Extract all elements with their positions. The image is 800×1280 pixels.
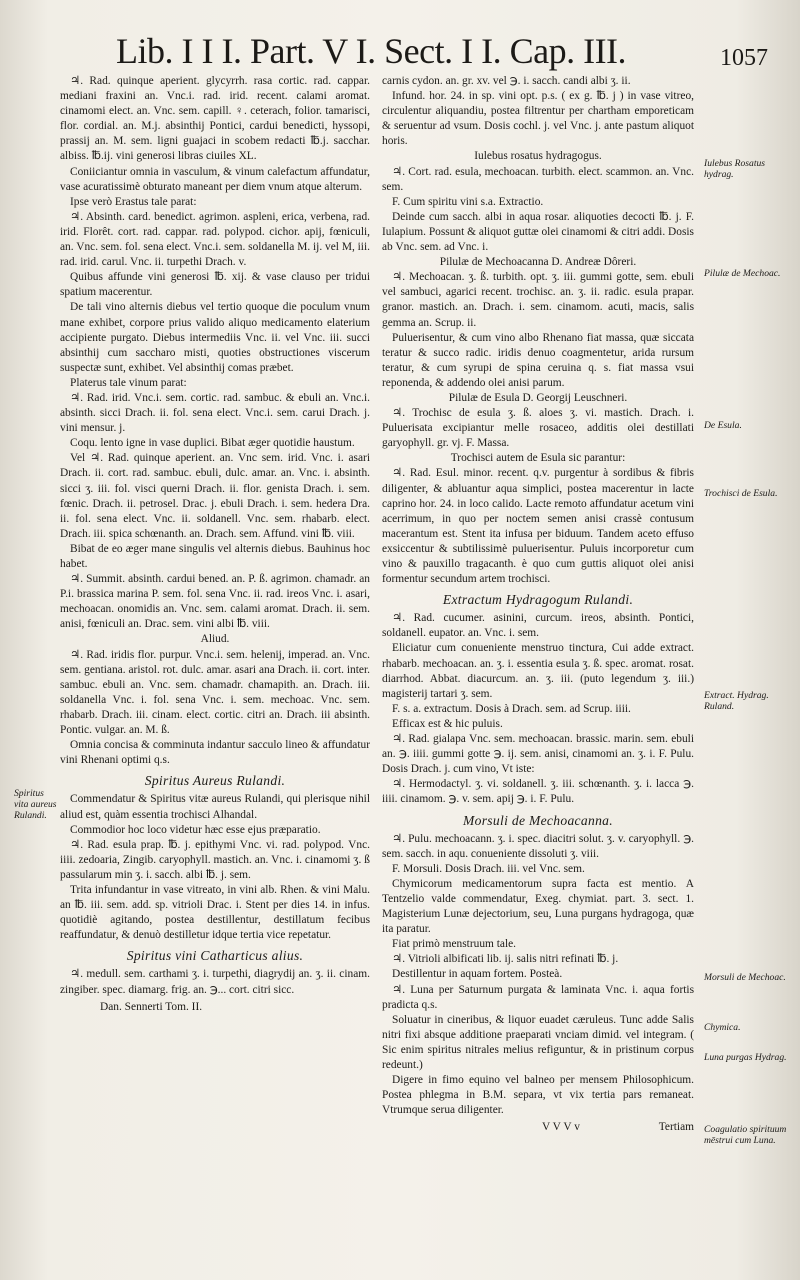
section-label: Pilulæ de Mechoacanna D. Andreæ Dôreri. xyxy=(439,256,637,269)
section-heading: Extractum Hydragogum Rulandi. xyxy=(442,592,634,608)
margin-note-pilulae: Pilulæ de Mechoac. xyxy=(704,268,781,279)
paragraph: Vel ♃. Rad. quinque aperient. an. Vnc sem. irid. Vnc. i. asari Drach. ii. cort. rad. sambuc. ebuli, dulc. amar. an. Vnc. i. absinth. sicci ʒ. iii. fol. visci querni Drach. ii. flor. genista Drach. i. sem. fœnic. Drach. ii. petrosel. Drac. j. ebuli Drach. i. sem. hedera Dra. ii. fol. sena elect. Vnc. ii. soldanell. Vnc. sem. rhabarb. elect. Drach. iii. spica schœnanth. an. Drach. sem. Affund. vini ℔. viii. xyxy=(60,452,370,540)
section-label: Pilulæ de Esula D. Georgij Leuschneri. xyxy=(448,391,628,404)
paragraph: Infund. hor. 24. in sp. vini opt. p.s. ( ex g. ℔. j ) in vase vitreo, circulentur aliquandiu, postea filtrentur per chartham emporeticam & seruentur ad vsum. Dosis cochl. j. vel Vnc. j. ante pastum aliquot horis. xyxy=(382,90,694,148)
paragraph: ♃. Mechoacan. ʒ. ß. turbith. opt. ʒ. iii. gummi gotte, sem. ebuli vel sambuci, agarici recent. trochisc. an. ʒ. ii. radic. esula prapar. granor. mastich. an. Drach. i. sem. cinamom. acuti, macis, salis gemma an. Scrup. ii. xyxy=(382,271,694,329)
paragraph: Ipse verò Erastus tale parat: xyxy=(70,195,197,208)
paragraph: Commodior hoc loco videtur hæc esse ejus præparatio. xyxy=(70,823,321,836)
section-label: Aliud. xyxy=(200,633,230,646)
paragraph: Efficax est & hic puluis. xyxy=(392,717,503,730)
paragraph: F. Morsuli. Dosis Drach. iii. vel Vnc. sem. xyxy=(392,862,585,875)
section-heading: Spiritus Aureus Rulandi. xyxy=(144,773,286,789)
paragraph: ♃. Rad. cucumer. asinini, curcum. ireos, absinth. Pontici, soldanell. eupator. an. Vnc. i. sem. xyxy=(382,612,694,640)
section-label: Iulebus rosatus hydragogus. xyxy=(474,150,602,163)
paragraph: ♃. Rad. gialapa Vnc. sem. mechoacan. brassic. marin. sem. ebuli an. ℈. iiii. gummi gotte ℈. ij. sem. anisi, cinamomi an. ʒ. i. F. Pulu. Dosis Drach. j. cum vino, Vt iste: xyxy=(382,733,694,776)
paragraph: Chymicorum medicamentorum supra facta est mentio. A Tentzelio valde commendatur, Exeg. chymiat. part. 3. sect. 1. Magisterium Lunæ dejectorium, seu, Luna purgans hydragoga, quæ ita paratur. xyxy=(382,877,694,936)
signature-mark: V V V v xyxy=(542,1121,580,1134)
paragraph: F. Cum spiritu vini s.a. Extractio. xyxy=(392,195,544,208)
paragraph: ♃. Rad. esula prap. ℔. j. epithymi Vnc. vi. rad. polypod. Vnc. iiii. zedoaria, Zingib. caryophyll. mastich. an. Vnc. i. cinamomi ʒ. ß passularum min ʒ. i. sacch. albi ℔. j. sem. xyxy=(60,838,370,881)
paragraph: ♃. Trochisc de esula ʒ. ß. aloes ʒ. vi. mastich. Drach. i. Puluerisata excipiantur melle rosaceo, additis olei destillati garyophyll. gr. vj. F. Massa. xyxy=(382,407,694,450)
paragraph: ♃. Rad. quinque aperient. glycyrrh. rasa cortic. rad. cappar. mediani fraxini an. Vnc.i. rad. irid. recent. calami aromat. cinamomi elect. an. Vnc. sem. capill. ♀. ceterach, folior. tamarisci, flor. cordial. an. M.j. absinthij Pontici, cardui benedicti, hyssopi, prassij an. M. sem. ligni guajaci in scobem redacti ℔.j. sacchar. albiss. ℔.ij. vini generosi libras ciuiles XL. xyxy=(60,75,370,163)
paragraph: ♃. Vitrioli albificati lib. ij. salis nitri refinati ℔. j. xyxy=(392,953,619,966)
paragraph: Platerus tale vinum parat: xyxy=(70,376,187,389)
paragraph: ♃. Rad. Esul. minor. recent. q.v. purgentur à sordibus & fibris diligenter, & abluantur aqua simplici, postea macerentur in lacte caprino hor. 24. in loco calido. Lacte remoto affundatur acetum vini acerrimum, in quo per noctem semen anisi crassè contusum macerantum est. Stent ita infusa per biduum. Tandem aceto effuso exsiccentur & subtilissimè puluerisentur. Puluis incorporetur cum vino & pauxillo tragacanth. è quo cum guttis aliquot olei anisi formentur secundum artem trochisci. xyxy=(382,467,694,586)
margin-note-julebus: Iulebus Rosatus hydrag. xyxy=(704,158,766,180)
paragraph: Deinde cum sacch. albi in aqua rosar. aliquoties decocti ℔. j. F. Iulapium. Possunt & aliquot guttæ olei cinamomi & citri addi. Dosis ab Vnc. sem. ad Vnc. i. xyxy=(382,210,694,254)
section-heading: Spiritus vini Catharticus alius. xyxy=(126,948,304,964)
paragraph: De tali vino alternis diebus vel tertio quoque die poculum vnum mane exhibet, corpore prius valido aliquo medicamento elaterium accipiente purgato. Diebus intermediis Vnc. ii. vel Vnc. iii. succi absinthij cum saccharo misti, quoties obstructiones viscerum suspectæ sunt, exhibet. Vel absinthij comas præbet. xyxy=(60,301,370,374)
paragraph: Coqu. lento igne in vase duplici. Bibat æger quotidie haustum. xyxy=(70,437,355,450)
paragraph: ♃. Rad. iridis flor. purpur. Vnc.i. sem. helenij, imperad. an. Vnc. sem. gentiana. aristol. rot. dulc. amar. asari ana Drach. ii. cort. inter. sambuc. ebuli an. Vnc. sem. chamadr. chamapith. an. Drach. iii. soldanella Vnc. i. fol. sena Vnc. i. sem. mechoac. Vnc. sem. rhabarb. Drach. iii. cinam. elect. cortic. citri an. Drach. iii absinth. Pontic. vulgar. an. M. ß. xyxy=(60,648,370,737)
page-header xyxy=(60,30,772,72)
right-column xyxy=(382,74,694,1135)
paragraph: ♃. Absinth. card. benedict. agrimon. aspleni, erica, verbena, rad. irid. Florêt. cort. rad. cappar. rad. polypod. cichor. apij, fœniculi, an. Vnc. sem. fol. sena elect. Vnc.i. sem. soldanella M. ij. vel M, iii. rad. irid. carul. Vnc. ii. turpethi Drach. v. xyxy=(60,210,370,269)
paragraph: Trita infundantur in vase vitreato, in vini alb. Rhen. & vini Malu. an ℔. iii. sem. add. sp. vitrioli Drac. i. Stent per dies 14. in infus. quotidiè agitando, postea destillentur, destillatum fecibus reaffundatur, & denuò destilletur idque tertia vice repetatur. xyxy=(60,883,370,942)
paragraph: Destillentur in aquam fortem. Posteà. xyxy=(392,968,563,981)
paragraph: F. s. a. extractum. Dosis à Drach. sem. ad Scrup. iiii. xyxy=(392,702,631,715)
page-footer xyxy=(382,1120,694,1135)
paragraph: Eliciatur cum conueniente menstruo tinctura, Cui adde extract. rhabarb. mechoacan. an. ʒ. i. essentia esula ʒ. ß. spec. aromat. rosat. diarrhod. Abbat. diacurcum. an. ʒ. iii. (puto legendum ʒ. iii.) magisterij tartari ʒ. sem. xyxy=(382,642,694,700)
page-number: 1057 xyxy=(720,45,768,71)
paragraph: ♃. Cort. rad. esula, mechoacan. turbith. elect. scammon. an. Vnc. sem. xyxy=(382,165,694,193)
margin-note-chymica: Chymica. xyxy=(704,1022,741,1033)
paragraph: Soluatur in cineribus, & liquor euadet cæruleus. Tunc adde Salis nitri fixi absque additione praeparati vnciam dimid. vel integram. ( Sic enim spiritus nitrales melius refiguntur, & in pristinum corpus redeunt.) xyxy=(382,1013,694,1071)
running-title: Lib. I I I. Part. V I. Sect. I I. Cap. III. xyxy=(116,31,627,71)
section-label: Trochisci autem de Esula sic parantur: xyxy=(450,452,626,465)
paragraph: Coniiciantur omnia in vasculum, & vinum calefactum affundatur, vase acuratissimè obturato maneant per diem vnum atque alterum. xyxy=(60,165,370,193)
margin-note-luna: Luna purgas Hydrag. xyxy=(704,1052,787,1063)
signature-line: Dan. Sennerti Tom. II. xyxy=(100,1000,203,1013)
paragraph: ♃. Luna per Saturnum purgata & laminata Vnc. i. aqua fortis pradicta q.s. xyxy=(382,983,694,1011)
paragraph: ♃. medull. sem. carthami ʒ. i. turpethi, diagrydij an. ʒ. ii. cinam. zingiber. spec. diamarg. frig. an. ℈... cort. citri sicc. xyxy=(60,968,370,996)
paragraph: ♃. Rad. irid. Vnc.i. sem. cortic. rad. sambuc. & ebuli an. Vnc.i. absinth. sicci Drach. ii. fol. sena elect. Vnc.i. sem. carui Drach. j. vini mensur. j. xyxy=(60,391,370,435)
margin-note-de-esula: De Esula. xyxy=(704,420,742,431)
section-heading: Morsuli de Mechoacanna. xyxy=(463,812,613,828)
paragraph: Fiat primò menstruum tale. xyxy=(392,938,517,951)
margin-note-coagulatio: Coagulatio spirituum mēstrui cum Luna. xyxy=(704,1124,787,1146)
paragraph: Bibat de eo æger mane singulis vel alternis diebus. Bauhinus hoc habet. xyxy=(60,542,370,570)
paragraph: ♃. Summit. absinth. cardui bened. an. P. ß. agrimon. chamadr. an P.i. brassica marina P. sem. fol. sena Vnc. ii. rad. ireos Vnc. i. asari, mechoacan. onomidis an. Vnc. sem. calami aromat. Drach. ii. sem. anisi, fœniculi an. Drac. sem. vini albi ℔. viii. xyxy=(60,573,370,631)
margin-note-spiritus: Spiritus vita aureus Rulandi. xyxy=(14,788,57,821)
paragraph: Omnia concisa & comminuta indantur sacculo lineo & affundatur vini Rhenani optimi q.s. xyxy=(60,739,370,767)
left-column xyxy=(60,74,370,1015)
paragraph: Quibus affunde vini generosi ℔. xij. & vase clauso per tridui spatium macerentur. xyxy=(60,271,370,299)
paragraph: ♃. Hermodactyl. ʒ. vi. soldanell. ʒ. iii. schœnanth. ʒ. i. lacca ℈. iiii. cinamom. ℈. v. sem. apij ℈. i. F. Pulu. xyxy=(382,778,694,806)
paragraph: Digere in fimo equino vel balneo per mensem Philosophicum. Postea phlegma in B.M. separa, vt vix tertia pars remaneat. Vtrumque serua diligenter. xyxy=(382,1074,694,1117)
catchword: Tertiam xyxy=(658,1121,694,1134)
paragraph: ♃. Pulu. mechoacann. ʒ. i. spec. diacitri solut. ʒ. v. caryophyll. ℈. sem. sacch. in aqu. conueniente dissoluti ʒ. viii. xyxy=(382,832,694,860)
paragraph: Puluerisentur, & cum vino albo Rhenano fiat massa, quæ siccata teratur & succo radic. iridis denuo coagmentetur, arida rursum teratur, & cum syrupi de spina ceruina q. s. fiat massa vsui reponenda, & addendo olei anisi parum. xyxy=(382,331,694,389)
paragraph: carnis cydon. an. gr. xv. vel ℈. i. sacch. candi albi ʒ. ii. xyxy=(382,75,631,87)
margin-note-extract: Extract. Hydrag. Ruland. xyxy=(704,690,769,712)
margin-note-trochisci: Trochisci de Esula. xyxy=(704,488,778,499)
paragraph: Commendatur & Spiritus vitæ aureus Rulandi, qui plerisque nihil aliud est, quàm essentia trochisci Alhandal. xyxy=(60,793,370,821)
margin-note-morsuli: Morsuli de Mechoac. xyxy=(704,972,786,983)
